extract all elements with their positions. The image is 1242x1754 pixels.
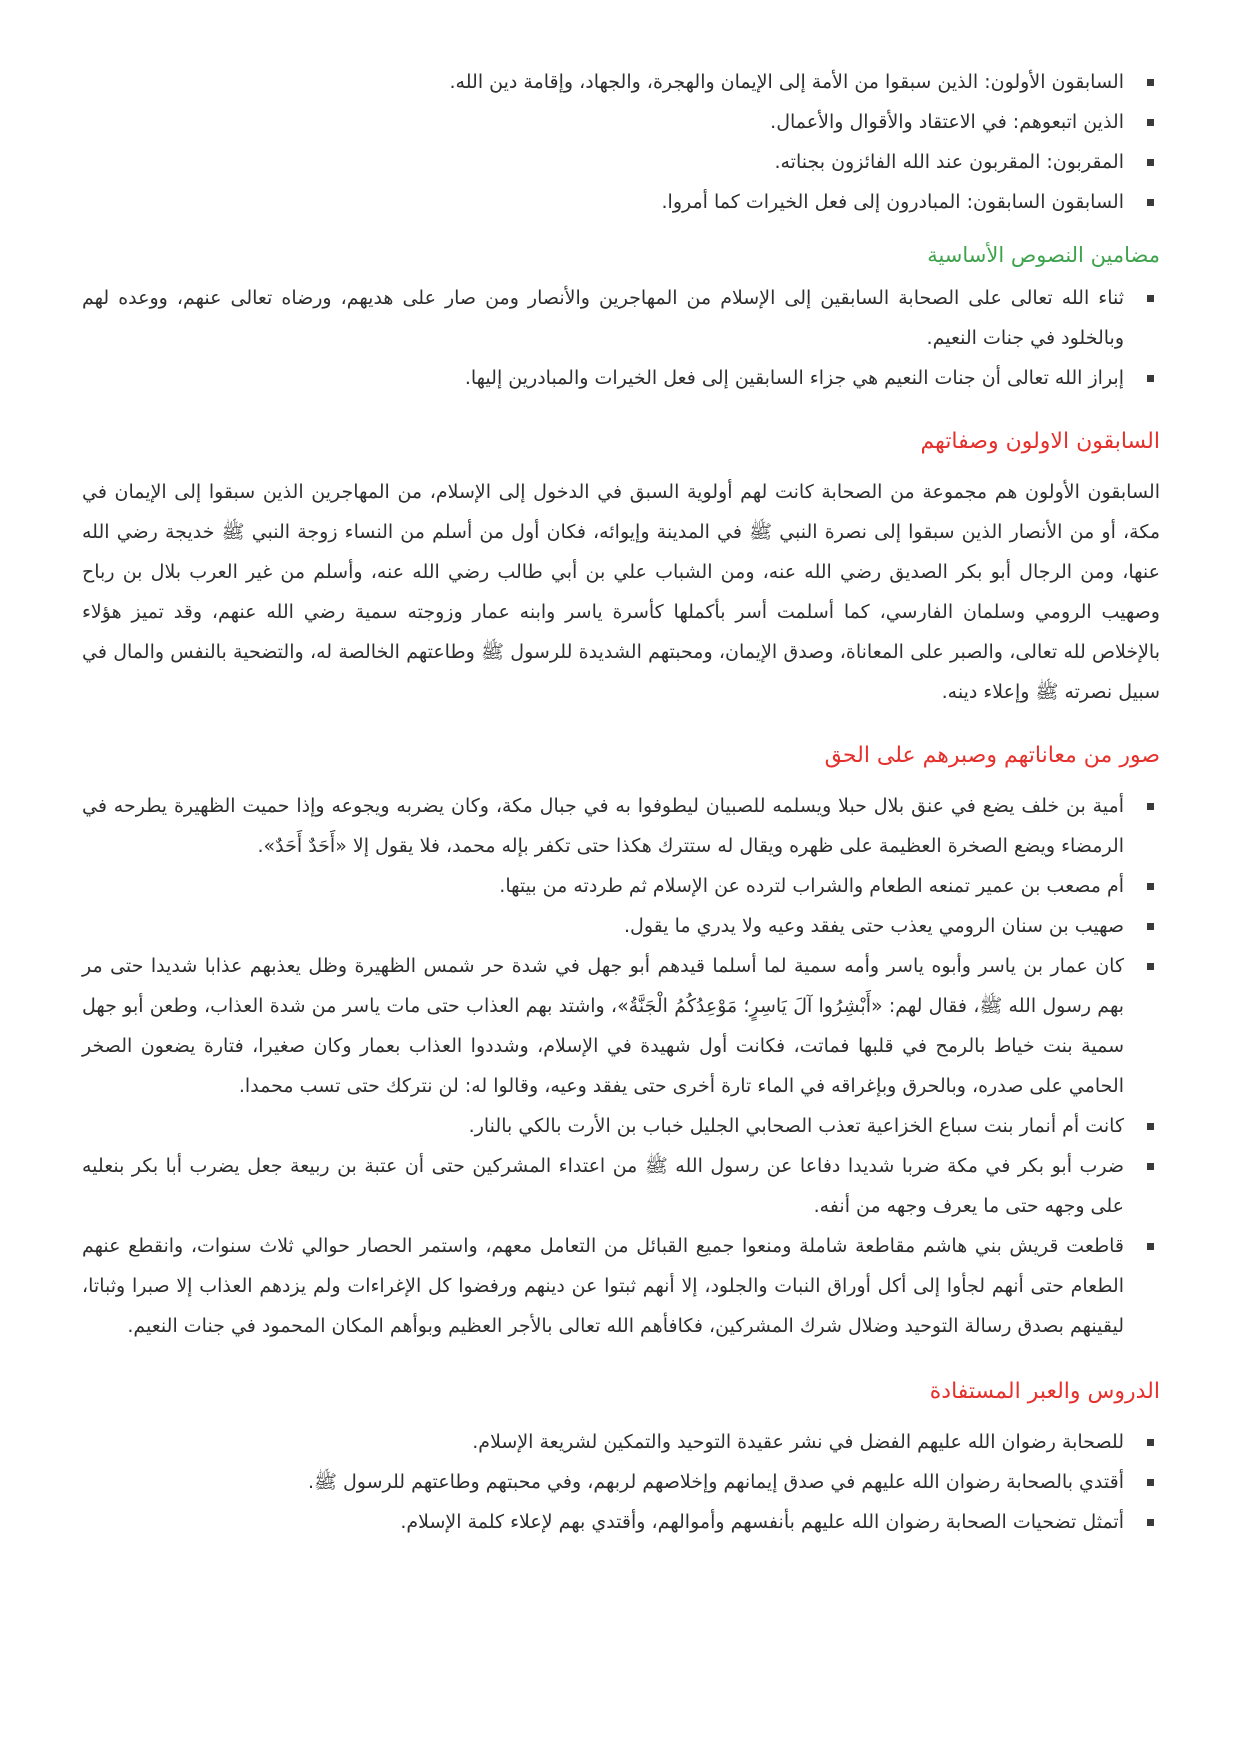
sabiqun-paragraph: السابقون الأولون هم مجموعة من الصحابة كانت لهم أولوية السبق في الدخول إلى الإسلام، من المهاجرين الذين سبقوا إلى الإيمان في مكة، أو من الأنصار الذين سبقوا إلى نصرة النبي ﷺ في المدينة وإيوائه، فكان أول من أسلم من النساء زوجة النبي ﷺ خديجة رضي الله عنها، ومن الرجال أبو بكر الصديق رضي الله عنه، ومن الشباب علي بن أبي طالب رضي الله عنه، وأسلم من غير العرب بلال بن رباح وصهيب الرومي وسلمان الفارسي، كما أسلمت أسر بأكملها كأسرة ياسر وابنه عمار وزوجته سمية رضي الله عنهم، وقد تميز هؤلاء بالإخلاص لله تعالى، والصبر على المعاناة، وصدق الإيمان، ومحبتهم الشديدة للرسول ﷺ وطاعتهم الخالصة له، والتضحية بالنفس والمال في سبيل نصرته ﷺ وإعلاء دينه.: [82, 481, 1160, 703]
durus-list: [82, 1422, 1160, 1542]
list-item: صهيب بن سنان الرومي يعذب حتى يفقد وعيه ولا يدري ما يقول.: [82, 906, 1160, 946]
list-item: السابقون السابقون: المبادرون إلى فعل الخيرات كما أمروا.: [82, 182, 1160, 222]
suwar-section: [82, 740, 1160, 1346]
list-item: أتمثل تضحيات الصحابة رضوان الله عليهم بأنفسهم وأموالهم، وأقتدي بهم لإعلاء كلمة الإسلام.: [82, 1502, 1160, 1542]
list-item: كان عمار بن ياسر وأبوه ياسر وأمه سمية لما أسلما قيدهم أبو جهل في شدة حر شمس الظهيرة وظل يعذبهم عذابا شديدا حتى مر بهم رسول الله ﷺ، فقال لهم: «أَبْشِرُوا آلَ يَاسِرٍ؛ مَوْعِدُكُمُ الْجَنَّةُ»، واشتد بهم العذاب حتى مات ياسر من شدة العذاب، وطعن أبو جهل سمية بنت خياط بالرمح في قلبها فماتت، فكانت أول شهيدة في الإسلام، وشددوا العذاب بعمار وكان صغيرا، فتارة يضعون الصخر الحامي على صدره، وبالحرق وبإغراقه في الماء تارة أخرى حتى يفقد وعيه، وقالوا له: لن نتركك حتى تسب محمدا.: [82, 946, 1160, 1106]
sabiqun-heading: السابقون الاولون وصفاتهم: [920, 429, 1160, 454]
list-item: أقتدي بالصحابة رضوان الله عليهم في صدق إيمانهم وإخلاصهم لربهم، وفي محبتهم وطاعتهم للرسول ﷺ.: [82, 1462, 1160, 1502]
durus-heading: الدروس والعبر المستفادة: [929, 1379, 1160, 1404]
suwar-list: [82, 786, 1160, 1346]
list-item: أمية بن خلف يضع في عنق بلال حبلا ويسلمه للصبيان ليطوفوا به في جبال مكة، وكان يضربه ويجوعه وإذا حميت الظهيرة يطرحه في الرمضاء ويضع الصخرة العظيمة على ظهره ويقال له ستترك هكذا حتى تكفر بإله محمد، فلا يقول إلا «أَحَدٌ أَحَدٌ».: [82, 786, 1160, 866]
list-item: كانت أم أنمار بنت سباع الخزاعية تعذب الصحابي الجليل خباب بن الأرت بالكي بالنار.: [82, 1106, 1160, 1146]
list-item: إبراز الله تعالى أن جنات النعيم هي جزاء السابقين إلى فعل الخيرات والمبادرين إليها.: [82, 358, 1160, 398]
definitions-list: [82, 62, 1160, 222]
list-item: المقربون: المقربون عند الله الفائزون بجناته.: [82, 142, 1160, 182]
list-item: ثناء الله تعالى على الصحابة السابقين إلى الإسلام من المهاجرين والأنصار ومن صار على هديهم، ورضاه تعالى عنهم، ووعده لهم وبالخلود في جنات النعيم.: [82, 278, 1160, 358]
suwar-heading: صور من معاناتهم وصبرهم على الحق: [824, 743, 1160, 768]
list-item: للصحابة رضوان الله عليهم الفضل في نشر عقيدة التوحيد والتمكين لشريعة الإسلام.: [82, 1422, 1160, 1462]
list-item: السابقون الأولون: الذين سبقوا من الأمة إلى الإيمان والهجرة، والجهاد، وإقامة دين الله.: [82, 62, 1160, 102]
sabiqun-section: [82, 426, 1160, 712]
list-item: قاطعت قريش بني هاشم مقاطعة شاملة ومنعوا جميع القبائل من التعامل معهم، واستمر الحصار حوالي ثلاث سنوات، وانقطع عنهم الطعام حتى أنهم لجأوا إلى أكل أوراق النبات والجلود، إلا أنهم ثبتوا عن دينهم ورفضوا كل الإغراءات ولم يزدهم العذاب إلا صبرا وثباتا، ليقينهم بصدق رسالة التوحيد وضلال شرك المشركين، فكافأهم الله تعالى بالأجر العظيم وبوأهم المكان المحمود في جنات النعيم.: [82, 1226, 1160, 1346]
list-item: أم مصعب بن عمير تمنعه الطعام والشراب لترده عن الإسلام ثم طردته من بيتها.: [82, 866, 1160, 906]
durus-section: [82, 1376, 1160, 1542]
list-item: ضرب أبو بكر في مكة ضربا شديدا دفاعا عن رسول الله ﷺ من اعتداء المشركين حتى أن عتبة بن ربيعة جعل يضرب أبا بكر بنعليه على وجهه حتى ما يعرف وجهه من أنفه.: [82, 1146, 1160, 1226]
themes-heading: مضامين النصوص الأساسية: [927, 243, 1160, 267]
list-item: الذين اتبعوهم: في الاعتقاد والأقوال والأعمال.: [82, 102, 1160, 142]
themes-list: [82, 278, 1160, 398]
